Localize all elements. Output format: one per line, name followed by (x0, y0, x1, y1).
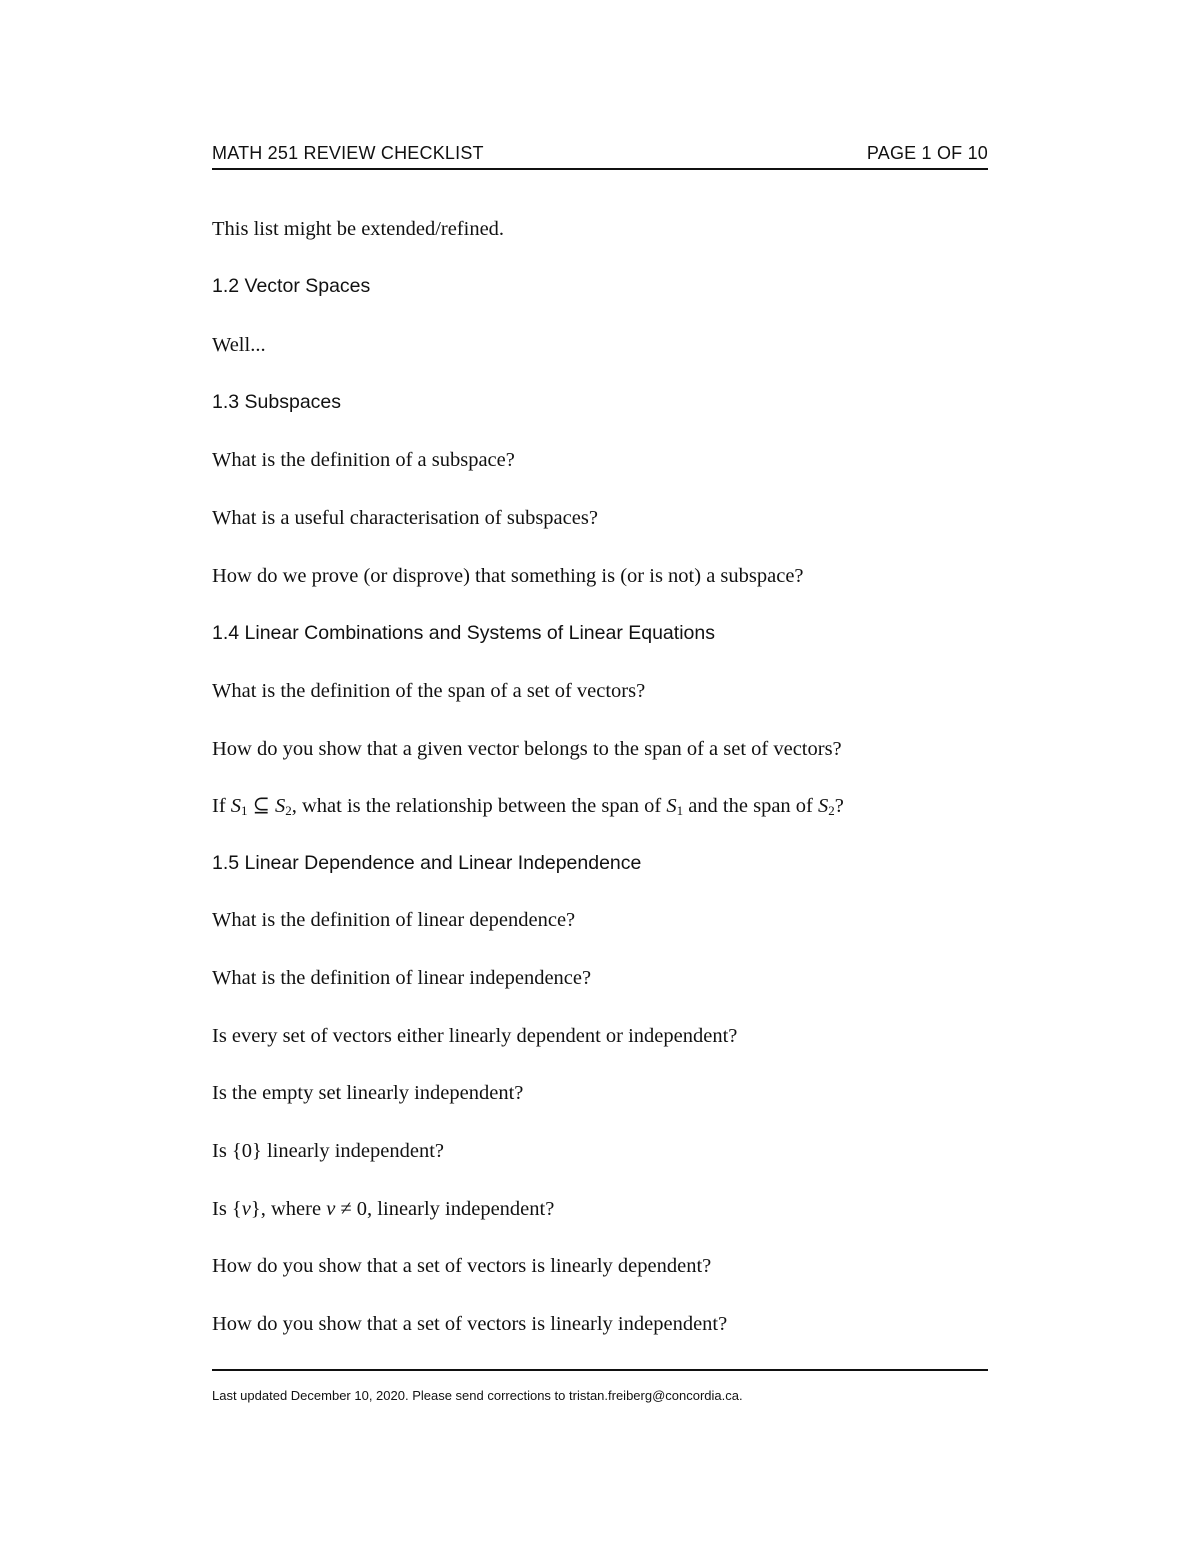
checklist-item-nonzero-vector: Is {v}, where v ≠ 0, linearly independent? (212, 1198, 555, 1220)
section-heading-1-5: 1.5 Linear Dependence and Linear Independence (212, 852, 642, 874)
page-header (212, 143, 988, 167)
checklist-item: How do you show that a set of vectors is linearly dependent? (212, 1255, 712, 1277)
checklist-item: What is the definition of linear dependence? (212, 909, 576, 931)
checklist-item: Well... (212, 334, 266, 356)
checklist-item-span-subsets: If $S_1$ ⊆ $S_2$, what is the relationship between the span of $S_1$ and the span of $S_2$? (212, 795, 844, 818)
checklist-item: What is the definition of linear independence? (212, 967, 592, 989)
checklist-item: How do you show that a given vector belongs to the span of a set of vectors? (212, 738, 842, 760)
section-heading-1-4: 1.4 Linear Combinations and Systems of Linear Equations (212, 622, 715, 644)
footer-note: Last updated December 10, 2020. Please send corrections to tristan.freiberg@concordia.ca. (212, 1388, 743, 1403)
checklist-item: What is the definition of a subspace? (212, 449, 515, 471)
checklist-item: What is the definition of the span of a set of vectors? (212, 680, 646, 702)
header-rule (212, 168, 988, 170)
checklist-item: Is the empty set linearly independent? (212, 1082, 524, 1104)
header-page-number: PAGE 1 OF 10 (866, 143, 988, 163)
checklist-item: How do we prove (or disprove) that something is (or is not) a subspace? (212, 565, 804, 587)
footer-rule (212, 1369, 988, 1371)
section-heading-1-2: 1.2 Vector Spaces (212, 275, 371, 297)
checklist-item: What is a useful characterisation of subspaces? (212, 507, 598, 529)
checklist-item: How do you show that a set of vectors is linearly independent? (212, 1313, 728, 1335)
checklist-item: Is every set of vectors either linearly dependent or independent? (212, 1025, 738, 1047)
intro-text: This list might be extended/refined. (212, 218, 505, 240)
section-heading-1-3: 1.3 Subspaces (212, 391, 342, 413)
header-title: MATH 251 REVIEW CHECKLIST (212, 143, 484, 163)
checklist-item-zero-set: Is {0} linearly independent? (212, 1140, 445, 1162)
